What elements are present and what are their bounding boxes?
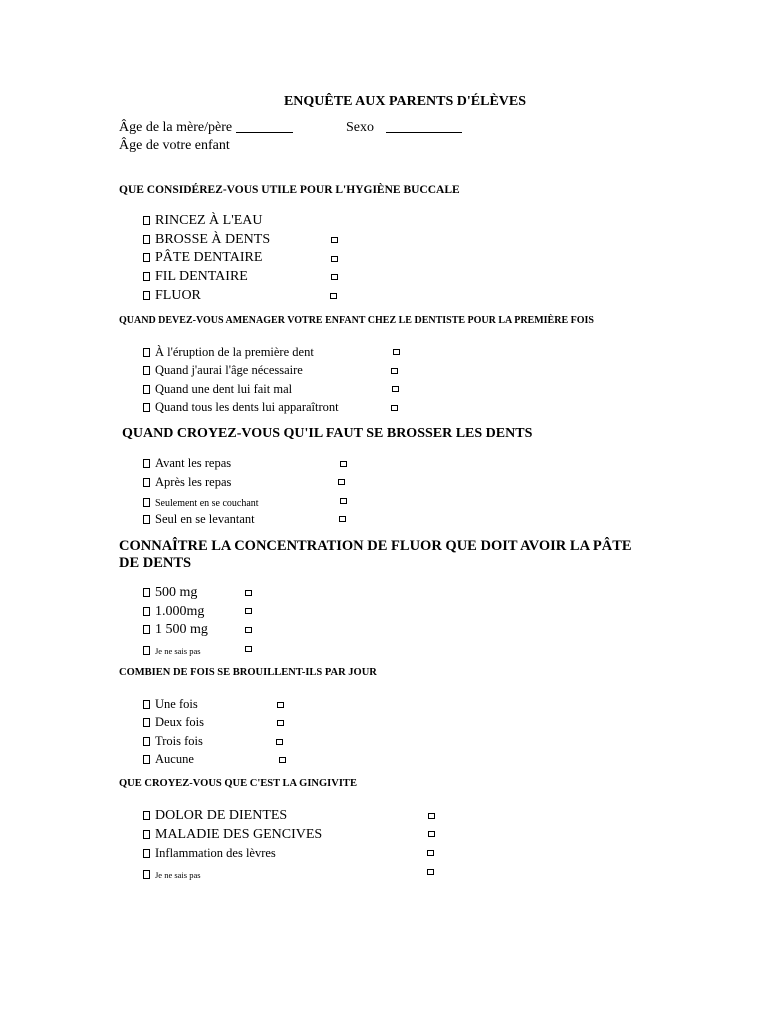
- list-item: RINCEZ À L'EAU: [143, 211, 263, 229]
- bullet-box-icon: [143, 718, 150, 727]
- checkbox[interactable]: [276, 739, 283, 745]
- sex-blank[interactable]: [386, 120, 462, 133]
- list-item: Avant les repas: [143, 454, 231, 472]
- parent-age-label: Âge de la mère/père: [119, 120, 233, 135]
- section-heading-fluor: [119, 538, 632, 572]
- bullet-box-icon: [143, 588, 150, 597]
- bullet-box-icon: [143, 253, 150, 262]
- bullet-box-icon: [143, 515, 150, 524]
- checkbox[interactable]: [391, 405, 398, 411]
- bullet-box-icon: [143, 755, 150, 764]
- checkbox[interactable]: [340, 461, 347, 467]
- checkbox[interactable]: [340, 498, 347, 504]
- checkbox[interactable]: [339, 516, 346, 522]
- list-item: Trois fois: [143, 732, 203, 750]
- list-item: Aucune: [143, 750, 194, 768]
- list-item: 1 500 mg: [143, 620, 208, 638]
- bullet-box-icon: [143, 478, 150, 487]
- list-item: FLUOR: [143, 286, 201, 304]
- bullet-box-icon: [143, 348, 150, 357]
- section-heading-fluor-line1: CONNAÎTRE LA CONCENTRATION DE FLUOR QUE DOIT AVOIR LA PÂTE: [119, 538, 632, 554]
- checkbox[interactable]: [428, 813, 435, 819]
- list-item: Deux fois: [143, 713, 204, 731]
- list-item: BROSSE À DENTS: [143, 230, 270, 248]
- section-heading-hygiene: QUE CONSIDÉREZ-VOUS UTILE POUR L'HYGIÈNE BUCCALE: [119, 184, 460, 196]
- bullet-box-icon: [143, 811, 150, 820]
- section-heading-dentist: QUAND DEVEZ-VOUS AMENAGER VOTRE ENFANT CHEZ LE DENTISTE POUR LA PREMIÈRE FOIS: [119, 315, 594, 326]
- checkbox[interactable]: [427, 850, 434, 856]
- bullet-box-icon: [143, 272, 150, 281]
- page-title: ENQUÊTE AUX PARENTS D'ÉLÈVES: [283, 94, 527, 109]
- bullet-box-icon: [143, 291, 150, 300]
- checkbox[interactable]: [331, 256, 338, 262]
- checkbox[interactable]: [331, 274, 338, 280]
- section-heading-gingivitis: QUE CROYEZ-VOUS QUE C'EST LA GINGIVITE: [119, 778, 357, 789]
- checkbox[interactable]: [245, 608, 252, 614]
- checkbox[interactable]: [331, 237, 338, 243]
- checkbox[interactable]: [277, 702, 284, 708]
- list-item: 500 mg: [143, 583, 197, 601]
- bullet-box-icon: [143, 235, 150, 244]
- bullet-box-icon: [143, 498, 150, 507]
- list-item: 1.000mg: [143, 602, 204, 620]
- list-item: Seulement en se couchant: [143, 493, 259, 511]
- section-heading-fluor-line2: DE DENTS: [119, 555, 192, 571]
- checkbox[interactable]: [393, 349, 400, 355]
- checkbox[interactable]: [277, 720, 284, 726]
- bullet-box-icon: [143, 830, 150, 839]
- bullet-box-icon: [143, 403, 150, 412]
- checkbox[interactable]: [245, 646, 252, 652]
- list-item: FIL DENTAIRE: [143, 267, 248, 285]
- list-item: Je ne sais pas: [143, 641, 201, 659]
- list-item: Après les repas: [143, 473, 231, 491]
- list-item: Quand tous les dents lui apparaîtront: [143, 398, 339, 416]
- bullet-box-icon: [143, 459, 150, 468]
- list-item: Je ne sais pas: [143, 865, 201, 883]
- child-age-label: Âge de votre enfant: [119, 138, 230, 153]
- checkbox[interactable]: [391, 368, 398, 374]
- checkbox[interactable]: [330, 293, 337, 299]
- checkbox[interactable]: [427, 869, 434, 875]
- checkbox[interactable]: [428, 831, 435, 837]
- sex-label: Sexo: [346, 120, 374, 135]
- checkbox[interactable]: [279, 757, 286, 763]
- list-item: Quand une dent lui fait mal: [143, 380, 292, 398]
- bullet-box-icon: [143, 870, 150, 879]
- list-item: DOLOR DE DIENTES: [143, 806, 287, 824]
- list-item: À l'éruption de la première dent: [143, 343, 314, 361]
- checkbox[interactable]: [245, 590, 252, 596]
- parent-age-field: [119, 120, 293, 136]
- bullet-box-icon: [143, 366, 150, 375]
- bullet-box-icon: [143, 216, 150, 225]
- bullet-box-icon: [143, 849, 150, 858]
- list-item: MALADIE DES GENCIVES: [143, 825, 322, 843]
- sex-field: [346, 120, 462, 136]
- list-item: Seul en se levantant: [143, 510, 255, 528]
- list-item: Quand j'aurai l'âge nécessaire: [143, 361, 303, 379]
- bullet-box-icon: [143, 700, 150, 709]
- checkbox[interactable]: [245, 627, 252, 633]
- list-item: Une fois: [143, 695, 198, 713]
- list-item: PÂTE DENTAIRE: [143, 248, 262, 266]
- bullet-box-icon: [143, 625, 150, 634]
- checkbox[interactable]: [392, 386, 399, 392]
- section-heading-brushing: QUAND CROYEZ-VOUS QU'IL FAUT SE BROSSER LES DENTS: [122, 426, 533, 441]
- checkbox[interactable]: [338, 479, 345, 485]
- bullet-box-icon: [143, 385, 150, 394]
- bullet-box-icon: [143, 737, 150, 746]
- parent-age-blank[interactable]: [236, 120, 293, 133]
- list-item: Inflammation des lèvres: [143, 844, 276, 862]
- bullet-box-icon: [143, 646, 150, 655]
- bullet-box-icon: [143, 607, 150, 616]
- section-heading-frequency: COMBIEN DE FOIS SE BROUILLENT-ILS PAR JOUR: [119, 667, 377, 678]
